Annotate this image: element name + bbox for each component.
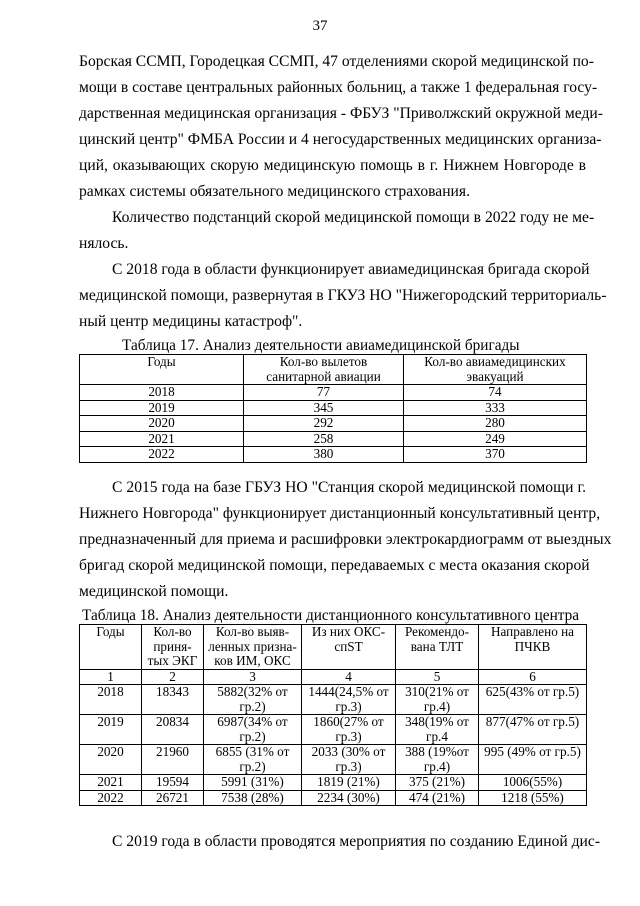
header-cell: Кол-во выяв-ленных призна-ков ИМ, ОКС	[204, 625, 302, 670]
table-cell: 2019	[80, 400, 244, 416]
table-cell: 2019	[80, 715, 142, 745]
header-cell: Годы	[80, 625, 142, 670]
table-numbering-row	[80, 669, 587, 685]
table-row	[80, 400, 587, 416]
text-line: ций, оказывающих скорую медицинскую помощь в г. Нижнем Новгороде в	[79, 157, 586, 174]
header-cell: Из них ОКС-спST	[302, 625, 396, 670]
text-line: предназначенный для приема и расшифровки электрокардиограмм от выездных	[79, 531, 612, 548]
table-cell: 2234 (30%)	[302, 790, 396, 806]
table-cell: 19594	[142, 775, 204, 791]
table-header-row	[80, 625, 587, 670]
table-cell: 2020	[80, 416, 244, 432]
table-cell: 333	[404, 400, 587, 416]
text-line: цинский центр" ФМБА России и 4 негосударственных медицинских организа-	[79, 131, 602, 148]
table-cell: 21960	[142, 745, 204, 775]
text-line: Нижнего Новгорода" функционирует дистанционный консультативный центр,	[79, 505, 601, 522]
header-cell: Направлено на ПЧКВ	[479, 625, 587, 670]
table-cell: 625(43% от гр.5)	[479, 685, 587, 715]
text-line: С 2015 года на базе ГБУЗ НО "Станция скорой медицинской помощи г.	[112, 479, 586, 496]
text-line: дарственная медицинская организация - ФБУЗ "Приволжский окружной меди-	[79, 105, 603, 122]
table-row	[80, 685, 587, 715]
text-line: бригад скорой медицинской помощи, передаваемых с места оказания скорой	[79, 557, 590, 574]
table17-caption: Таблица 17. Анализ деятельности авиамедицинской бригады	[122, 337, 520, 354]
table-cell: 2018	[80, 385, 244, 401]
table-cell: 4	[302, 669, 396, 685]
table-cell: 370	[404, 447, 587, 463]
table-cell: 258	[244, 431, 404, 447]
text-line: С 2018 года в области функционирует авиамедицинская бригада скорой	[112, 261, 590, 278]
table-cell: 995 (49% от гр.5)	[479, 745, 587, 775]
table-cell: 2018	[80, 685, 142, 715]
table-cell: 26721	[142, 790, 204, 806]
table-cell: 6855 (31% от гр.2)	[204, 745, 302, 775]
table-cell: 474 (21%)	[396, 790, 479, 806]
header-cell: Кол-во вылетов санитарной авиации	[244, 355, 404, 385]
table-cell: 1444(24,5% от гр.3)	[302, 685, 396, 715]
table-row	[80, 431, 587, 447]
table-cell: 3	[204, 669, 302, 685]
table-cell: 2033 (30% от гр.3)	[302, 745, 396, 775]
header-cell: Кол-во авиамедицинских эвакуаций	[404, 355, 587, 385]
table-cell: 5	[396, 669, 479, 685]
text-line: Количество подстанций скорой медицинской помощи в 2022 году не ме-	[112, 209, 595, 226]
text-line: ный центр медицины катастроф".	[79, 313, 303, 330]
table-cell: 388 (19%от гр.4)	[396, 745, 479, 775]
table-cell: 877(47% от гр.5)	[479, 715, 587, 745]
table-row	[80, 385, 587, 401]
table-cell: 2022	[80, 447, 244, 463]
table-cell: 249	[404, 431, 587, 447]
header-cell: Кол-во приня-тых ЭКГ	[142, 625, 204, 670]
text-line: рамках системы обязательного медицинского страхования.	[79, 183, 470, 200]
header-cell: Рекомендо-вана ТЛТ	[396, 625, 479, 670]
table-row	[80, 416, 587, 432]
table-cell: 2021	[80, 775, 142, 791]
table-cell: 280	[404, 416, 587, 432]
table-cell: 77	[244, 385, 404, 401]
text-line: С 2019 года в области проводятся мероприятия по созданию Единой дис-	[112, 833, 601, 850]
table-cell: 7538 (28%)	[204, 790, 302, 806]
table-cell: 310(21% от гр.4)	[396, 685, 479, 715]
table-cell: 6987(34% от гр.2)	[204, 715, 302, 745]
table-cell: 1819 (21%)	[302, 775, 396, 791]
table-cell: 74	[404, 385, 587, 401]
table-cell: 20834	[142, 715, 204, 745]
text-line: мощи в составе центральных районных больниц, а также 1 федеральная госу-	[79, 79, 598, 96]
table-row	[80, 775, 587, 791]
table-cell: 375 (21%)	[396, 775, 479, 791]
table-row	[80, 745, 587, 775]
table-cell: 18343	[142, 685, 204, 715]
page-number: 37	[312, 18, 328, 34]
text-line: медицинской помощи, развернутая в ГКУЗ НО "Нижегородский территориаль-	[79, 287, 607, 304]
table-cell: 1006(55%)	[479, 775, 587, 791]
table-cell: 1	[80, 669, 142, 685]
table-cell: 1218 (55%)	[479, 790, 587, 806]
table-row	[80, 715, 587, 745]
table-cell: 292	[244, 416, 404, 432]
text-line: медицинской помощи.	[79, 583, 229, 600]
table-header-row	[80, 355, 587, 385]
table-cell: 6	[479, 669, 587, 685]
table-cell: 2020	[80, 745, 142, 775]
table-cell: 2	[142, 669, 204, 685]
table-cell: 5882(32% от гр.2)	[204, 685, 302, 715]
table-row	[80, 447, 587, 463]
table18	[79, 624, 587, 806]
text-line: Борская ССМП, Городецкая ССМП, 47 отделениями скорой медицинской по-	[79, 53, 594, 70]
table-cell: 1860(27% от гр.3)	[302, 715, 396, 745]
table-row	[80, 790, 587, 806]
text-line: нялось.	[79, 235, 129, 252]
table-cell: 5991 (31%)	[204, 775, 302, 791]
header-cell: Годы	[80, 355, 244, 385]
table-cell: 348(19% от гр.4	[396, 715, 479, 745]
table18-caption: Таблица 18. Анализ деятельности дистанционного консультативного центра	[82, 607, 580, 624]
table-cell: 345	[244, 400, 404, 416]
table-cell: 380	[244, 447, 404, 463]
table-cell: 2022	[80, 790, 142, 806]
table17	[79, 354, 587, 463]
table-cell: 2021	[80, 431, 244, 447]
